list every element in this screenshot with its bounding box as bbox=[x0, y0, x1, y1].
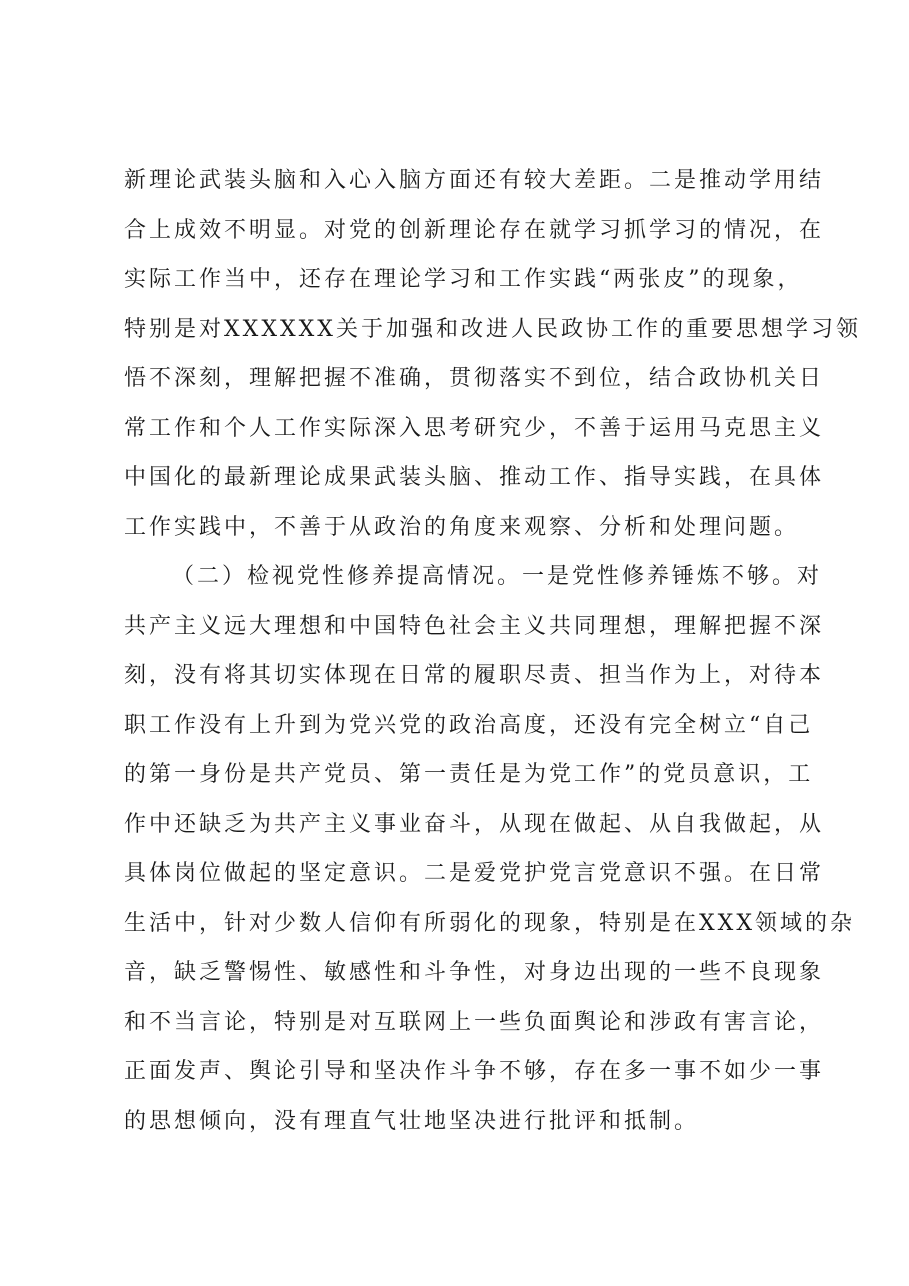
body-text bbox=[124, 161, 861, 1151]
text-line: 生活中，针对少数人信仰有所弱化的现象，特别是在XXX领域的杂 bbox=[124, 910, 855, 936]
text-line: 音，缺乏警惕性、敏感性和斗争性，对身边出现的一些不良现象 bbox=[124, 960, 825, 985]
text-line: 具体岗位做起的坚定意识。二是爱党护党言党意识不强。在日常 bbox=[124, 861, 825, 886]
text-line: 刻，没有将其切实体现在日常的履职尽责、担当作为上，对待本 bbox=[124, 663, 825, 688]
text-line: 和不当言论，特别是对互联网上一些负面舆论和涉政有害言论， bbox=[124, 1009, 825, 1035]
text-line: 中国化的最新理论成果武装头脑、推动工作、指导实践，在具体 bbox=[124, 465, 825, 490]
text-line: 常工作和个人工作实际深入思考研究少，不善于运用马克思主义 bbox=[124, 415, 825, 441]
text-line: 特别是对XXXXXX关于加强和改进人民政协工作的重要思想学习领 bbox=[124, 316, 861, 342]
text-line: 正面发声、舆论引导和坚决作斗争不够，存在多一事不如少一事 bbox=[124, 1059, 825, 1084]
text-line: 共产主义远大理想和中国特色社会主义共同理想，理解把握不深 bbox=[124, 613, 825, 639]
text-line: 的思想倾向，没有理直气壮地坚决进行批评和抵制。 bbox=[124, 1108, 700, 1134]
text-line: 合上成效不明显。对党的创新理论存在就学习抓学习的情况，在 bbox=[124, 217, 825, 243]
text-line: 实际工作当中，还存在理论学习和工作实践“两张皮”的现象， bbox=[124, 267, 803, 292]
text-line: 作中还缺乏为共产主义事业奋斗，从现在做起、从自我做起，从 bbox=[124, 811, 825, 837]
text-line: 新理论武装头脑和入心入脑方面还有较大差距。二是推动学用结 bbox=[124, 168, 825, 193]
text-line: 工作实践中，不善于从政治的角度来观察、分析和处理问题。 bbox=[124, 514, 800, 540]
text-line: 职工作没有上升到为党兴党的政治高度，还没有完全树立“自己 bbox=[124, 712, 814, 738]
text-line: 的第一身份是共产党员、第一责任是为党工作”的党员意识，工 bbox=[124, 762, 814, 787]
text-line: 悟不深刻，理解把握不准确，贯彻落实不到位，结合政协机关日 bbox=[124, 366, 825, 391]
section-heading-line: （二）检视党性修养提高情况。一是党性修养锤炼不够。对 bbox=[172, 564, 823, 589]
